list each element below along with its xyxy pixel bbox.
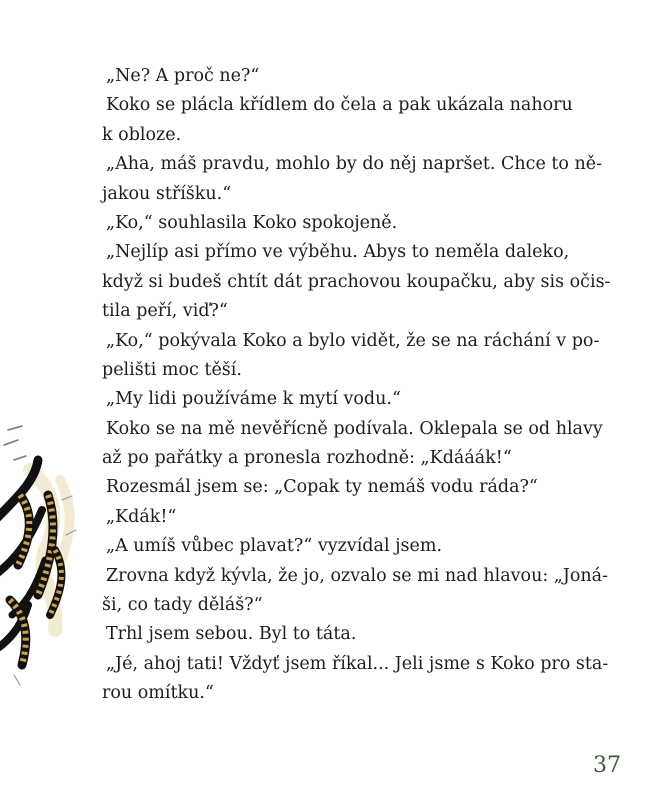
- text-line: rou omítku.“: [102, 683, 214, 704]
- text-line: k obloze.: [102, 124, 182, 145]
- text-line: „Ko,“ souhlasila Koko spokojeně.: [106, 212, 398, 233]
- text-line: Zrovna když kývla, že jo, ozvalo se mi nad hlavou: „Joná-: [106, 565, 609, 586]
- text-line: pelišti moc těší.: [102, 359, 242, 380]
- striped-snake-tails-illustration: [0, 400, 90, 690]
- text-line: „Jé, ahoj tati! Vždyť jsem říkal... Jeli jsme s Koko pro sta-: [106, 653, 609, 674]
- text-line: Rozesmál jsem se: „Copak ty nemáš vodu ráda?“: [106, 477, 538, 498]
- story-text: [102, 62, 611, 709]
- text-line: jakou stříšku.“: [102, 183, 232, 204]
- text-line: když si budeš chtít dát prachovou koupačku, aby sis očis-: [102, 271, 611, 292]
- text-line: „Ko,“ pokývala Koko a bylo vidět, že se na ráchání v po-: [106, 330, 600, 351]
- text-line: až po pařátky a pronesla rozhodně: „Kdááák!“: [102, 448, 512, 469]
- page-number: 37: [593, 753, 621, 778]
- text-line: „Aha, máš pravdu, mohlo by do něj napršet. Chce to ně-: [106, 154, 603, 175]
- text-line: tila peří, viď?“: [102, 301, 228, 322]
- text-line: Koko se plácla křídlem do čela a pak ukázala nahoru: [106, 95, 573, 116]
- text-line: „My lidi používáme k mytí vodu.“: [106, 389, 401, 410]
- text-line: „Ne? A proč ne?“: [106, 66, 260, 86]
- text-line: Trhl jsem sebou. Byl to táta.: [106, 624, 357, 645]
- text-line: ši, co tady děláš?“: [102, 595, 263, 616]
- text-line: „Kdák!“: [106, 506, 177, 527]
- text-line: „Nejlíp asi přímo ve výběhu. Abys to neměla daleko,: [106, 242, 570, 263]
- text-line: „A umíš vůbec plavat?“ vyzvídal jsem.: [106, 536, 443, 557]
- text-line: Koko se na mě nevěřícně podívala. Oklepala se od hlavy: [106, 418, 603, 439]
